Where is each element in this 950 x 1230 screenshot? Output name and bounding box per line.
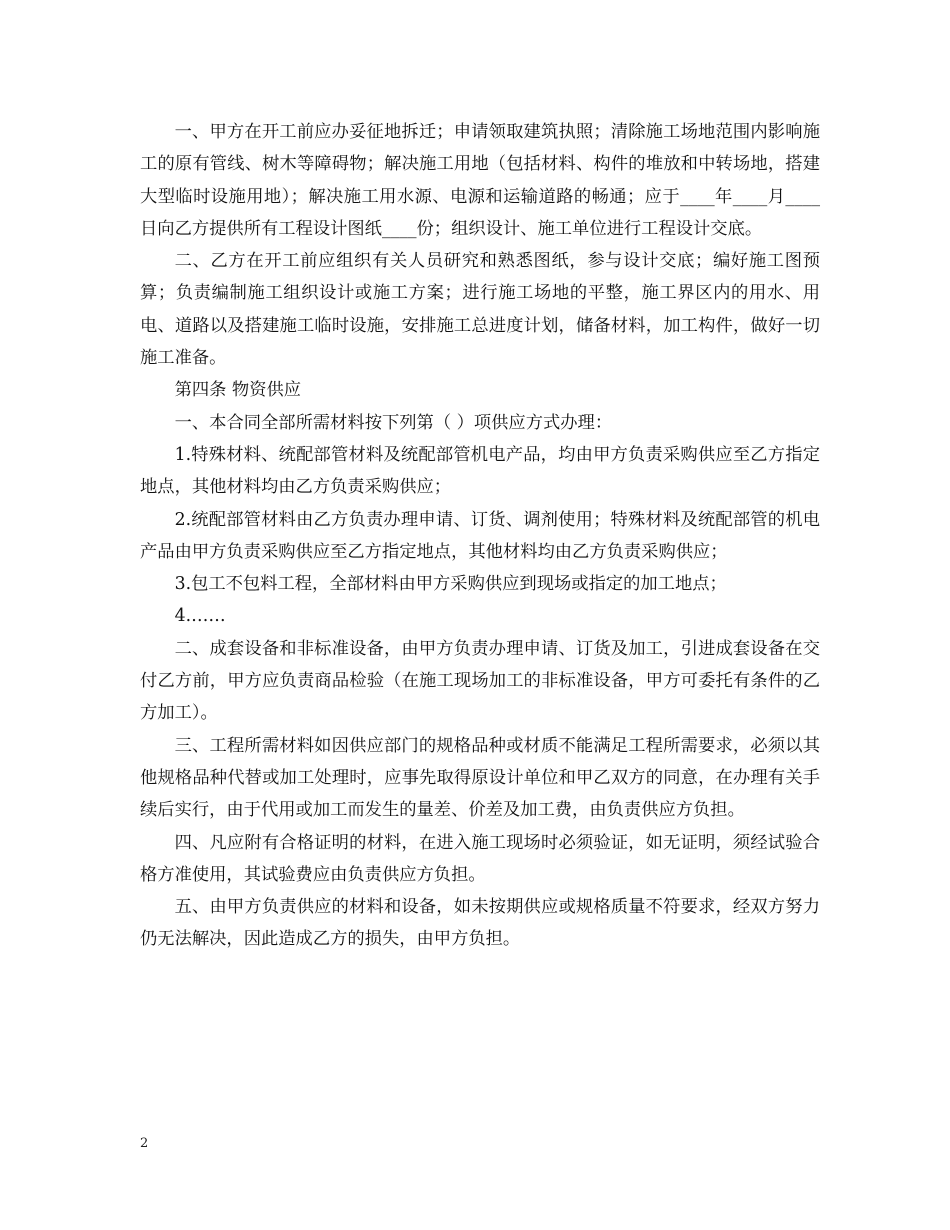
list-item-supply-option-4: 4.…… [174, 606, 226, 627]
paragraph-material-substitution: 三、工程所需材料如因供应部门的规格品种或材质不能满足工程所需要求，必须以其他规格品种代替或加工处理时，应事先取得原设计单位和甲乙双方的同意，在办理有关手续后实行，由于代用或加工而发生的量差、价差及加工费，由负责供应方负担。 [140, 735, 820, 821]
document-body [140, 116, 820, 956]
paragraph-supply-failure: 五、由甲方负责供应的材料和设备，如未按期供应或规格质量不符要求，经双方努力仍无法解决，因此造成乙方的损失，由甲方负担。 [140, 897, 820, 950]
paragraph-site-preparation-party-a: 一、甲方在开工前应办妥征地拆迁；申请领取建筑执照；清除施工场地范围内影响施工的原有管线、树木等障碍物；解决施工用地（包括材料、构件的堆放和中转场地，搭建大型临时设施用地）；解决施工用水源、电源和运输道路的畅通；应于____年____月____日向乙方提供所有工程设计图纸____份；组织设计、施工单位进行工程设计交底。 [140, 122, 820, 239]
paragraph-equipment: 二、成套设备和非标准设备，由甲方负责办理申请、订货及加工，引进成套设备在交付乙方前，甲方应负责商品检验（在施工现场加工的非标准设备，甲方可委托有条件的乙方加工）。 [140, 638, 820, 724]
section-heading-article-4: 第四条 物资供应 [174, 380, 302, 401]
list-item-supply-option-1: 1.特殊材料、统配部管材料及统配部管机电产品，均由甲方负责采购供应至乙方指定地点，其他材料均由乙方负责采购供应； [140, 444, 820, 498]
list-item-supply-option-3: 3.包工不包料工程，全部材料由甲方采购供应到现场或指定的加工地点； [174, 574, 727, 595]
paragraph-supply-method: 一、本合同全部所需材料按下列第（ ）项供应方式办理： [174, 412, 613, 433]
list-item-supply-option-2: 2.统配部管材料由乙方负责办理申请、订货、调剂使用；特殊材料及统配部管的机电产品由甲方负责采购供应至乙方指定地点，其他材料均由乙方负责采购供应； [140, 509, 820, 562]
paragraph-preparation-party-b: 二、乙方在开工前应组织有关人员研究和熟悉图纸，参与设计交底；编好施工图预算；负责编制施工组织设计或施工方案；进行施工场地的平整，施工界区内的用水、用电、道路以及搭建施工临时设施，安排施工总进度计划，储备材料，加工构件，做好一切施工准备。 [140, 251, 820, 369]
page-number: 2 [140, 1136, 149, 1151]
paragraph-certification: 四、凡应附有合格证明的材料，在进入施工现场时必须验证，如无证明，须经试验合格方准使用，其试验费应由负责供应方负担。 [140, 832, 820, 885]
